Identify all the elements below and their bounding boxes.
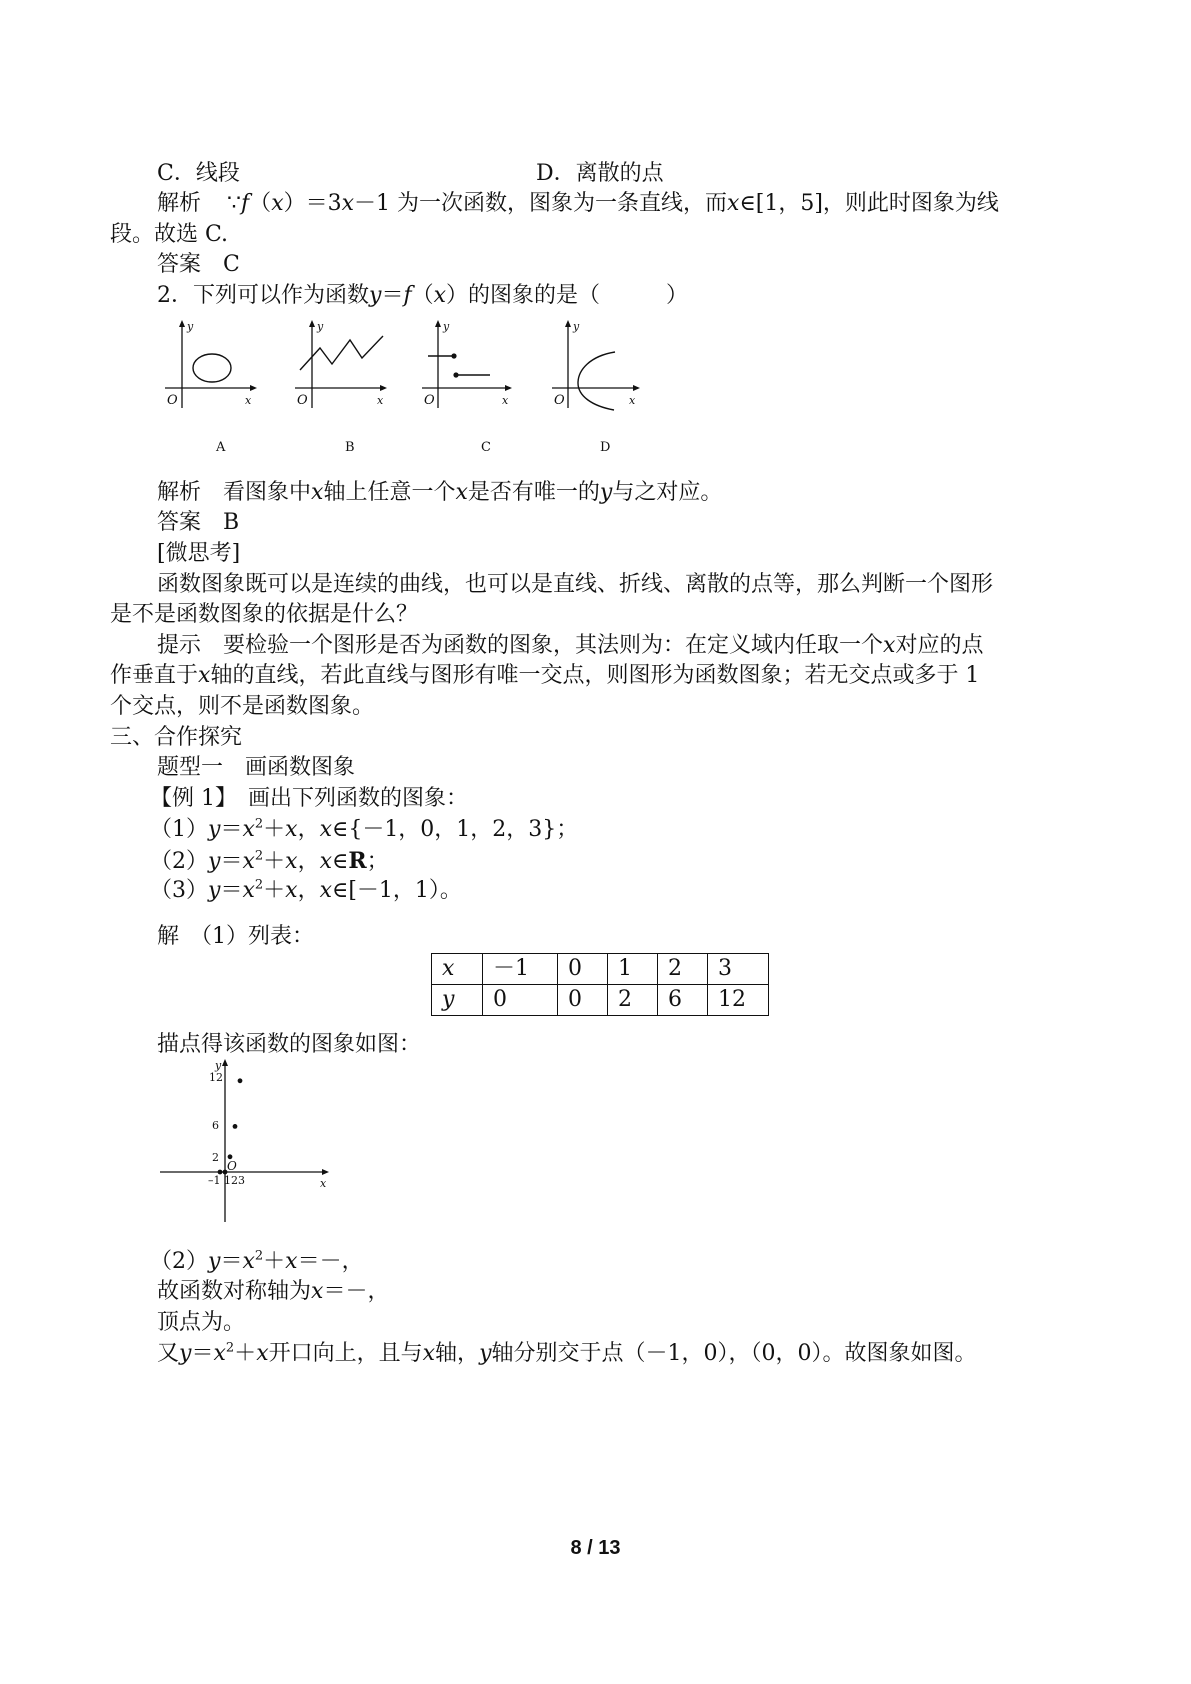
table-cell: 6 (658, 985, 708, 1016)
table-row-x (432, 954, 769, 985)
last-line: 又$y=x^2+x$开口向上，且与x轴，y轴分别交于点（－1，0），（0，0）。故图象如图。 (157, 1340, 977, 1366)
graph-a (165, 320, 257, 455)
vertex-line: 顶点为。 (157, 1310, 246, 1335)
table-cell: 2 (608, 985, 658, 1016)
page-number: 8 / 13 (570, 1537, 621, 1559)
scatter-ytick-2: 2 (212, 1151, 219, 1164)
scatter-origin: O (227, 1159, 237, 1173)
options-line (157, 159, 240, 189)
graph-d (552, 320, 640, 455)
table-cell: 2 (658, 954, 708, 985)
example-item-2: $(2)y=x^2+x$，x∈R； (150, 848, 389, 874)
solution-2: 解析 看图象中x轴上任意一个x是否有唯一的y与之对应。 (157, 480, 723, 505)
part-2-line: $(2)y=x^2+x=-$， (150, 1248, 364, 1274)
graph-c-origin: O (424, 393, 435, 408)
option-graphs (160, 318, 640, 458)
scatter-point-2 (228, 1154, 233, 1159)
table-cell: y (432, 985, 483, 1016)
option-d: D．离散的点 (536, 161, 664, 186)
graph-a-label: A (216, 440, 226, 455)
type-heading: 题型一 画函数图象 (157, 755, 356, 780)
graph-a-y-label: y (187, 320, 194, 333)
scatter-point-1 (223, 1170, 228, 1175)
graph-d-x-label: x (629, 394, 636, 407)
section-heading: 三、合作探究 (110, 725, 243, 750)
example-heading: 【例 1】 画出下列函数的图象： (150, 786, 468, 811)
table-cell: x (432, 954, 483, 985)
graph-c-x-label: x (502, 394, 509, 407)
scatter-plot (155, 1057, 335, 1227)
scatter-ytick-6: 6 (212, 1119, 219, 1132)
scatter-x-label: x (320, 1177, 327, 1190)
graph-b-label: B (345, 440, 355, 455)
graph-c (422, 320, 512, 455)
hint-line-3: 个交点，则不是函数图象。 (110, 694, 375, 719)
graph-d-origin: O (554, 393, 565, 408)
graph-d-y-label: y (573, 320, 580, 333)
plot-caption: 描点得该函数的图象如图： (157, 1032, 422, 1057)
hint-line-1: 提示 要检验一个图形是否为函数的图象，其法则为：在定义域内任取一个x对应的点 (157, 633, 984, 658)
example-item-3: $(3)y=x^2+x$，x∈[－1，1）。 (150, 877, 462, 903)
example-item-1: $(1)y=x^2+x$，x∈{－1，0，1，2，3}； (150, 816, 579, 842)
solution-1: 解析 ∵f（x）＝3x－1 为一次函数，图象为一条直线，而x∈[1，5]，则此时图象为线 (157, 191, 999, 216)
graph-c-label: C (481, 440, 491, 455)
answer-2: 答案 B (157, 510, 240, 535)
graph-c-y-label: y (443, 320, 450, 333)
think-line-1: 函数图象既可以是连续的曲线，也可以是直线、折线、离散的点等，那么判断一个图形 (157, 572, 994, 597)
scatter-point-0 (218, 1170, 223, 1175)
question-2: 2．下列可以作为函数y＝f（x）的图象的是（ ） (157, 283, 689, 308)
table-cell: 0 (558, 954, 608, 985)
scatter-ytick-12: 12 (209, 1071, 223, 1084)
table-row-y (432, 985, 769, 1016)
table-cell: 0 (483, 985, 558, 1016)
option-c: C．线段 (157, 161, 240, 186)
think-line-2: 是不是函数图象的依据是什么？ (110, 602, 419, 627)
graph-b (295, 320, 387, 455)
graph-b-origin: O (297, 393, 308, 408)
graph-a-origin: O (167, 393, 178, 408)
scatter-point-4 (238, 1078, 243, 1083)
graph-a-x-label: x (245, 394, 252, 407)
table-cell: 0 (558, 985, 608, 1016)
graph-b-y-label: y (317, 320, 324, 333)
scatter-point-3 (233, 1124, 238, 1129)
scatter-xticks: –1 123 (208, 1174, 245, 1187)
table-cell: 12 (708, 985, 769, 1016)
value-table (431, 953, 769, 1016)
axis-line: 故函数对称轴为x＝－， (157, 1279, 390, 1304)
graph-b-x-label: x (377, 394, 384, 407)
think-title: [微思考] (157, 541, 241, 566)
table-cell: －1 (483, 954, 558, 985)
graph-d-label: D (600, 440, 611, 455)
hint-line-2: 作垂直于x轴的直线，若此直线与图形有唯一交点，则图形为函数图象；若无交点或多于 1 (110, 663, 980, 688)
table-cell: 1 (608, 954, 658, 985)
solution-table-intro: 解 （1）列表： (157, 924, 314, 949)
answer-1: 答案 C (157, 252, 240, 277)
table-cell: 3 (708, 954, 769, 985)
solution-1-cont: 段。故选 C. (110, 222, 229, 247)
scatter-y-label: y (215, 1059, 222, 1072)
